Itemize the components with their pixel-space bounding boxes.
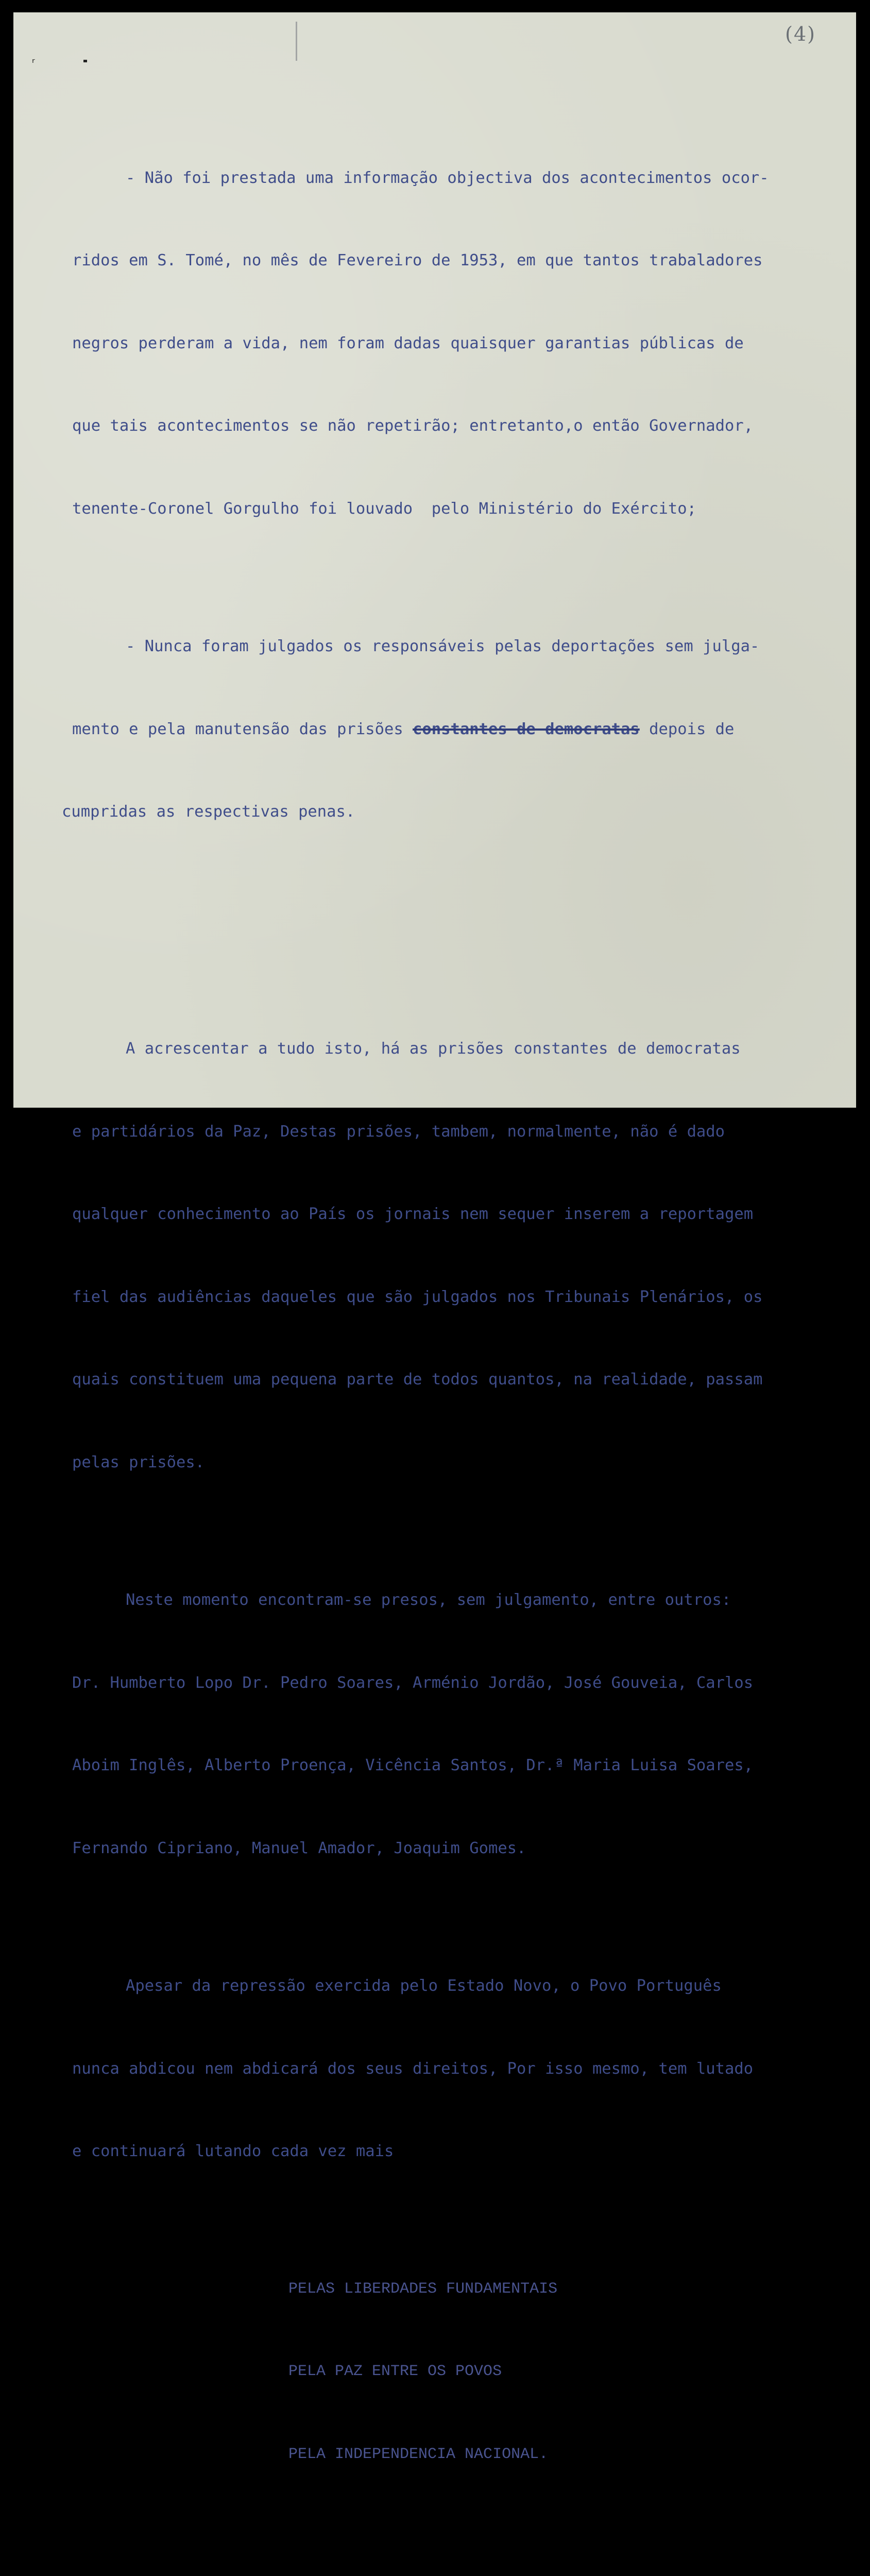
paragraph-gap — [72, 908, 845, 925]
text-line: e partidários da Paz, Destas prisões, tambem, normalmente, não é dado — [72, 1122, 725, 1141]
text-segment: depois de — [639, 720, 735, 738]
text-line: - Não foi prestada uma informação objectiva dos acontecimentos ocor- — [126, 168, 769, 187]
margin-dot — [83, 60, 87, 62]
text-line: fiel das audiências daqueles que são julgados nos Tribunais Plenários, os — [72, 1287, 763, 1306]
text-line: Neste momento encontram-se presos, sem julgamento, entre outros: — [126, 1591, 731, 1609]
text-line: negros perderam a vida, nem foram dadas quaisquer garantias públicas de — [72, 334, 744, 352]
text-segment: mento e pela manutensão das prisões — [72, 720, 413, 738]
text-line: quais constituem uma pequena parte de todos quantos, na realidade, passam — [72, 1370, 763, 1388]
text-line: tenente-Coronel Gorgulho foi louvado pelo Ministério do Exército; — [72, 499, 696, 518]
margin-mark: ʳ — [32, 57, 35, 70]
text-line: A acrescentar a tudo isto, há as prisões constantes de democratas — [126, 1040, 741, 1058]
slogan-line: PELAS LIBERDADES FUNDAMENTAIS — [288, 2280, 558, 2298]
text-line: nunca abdicou nem abdicará dos seus direitos, Por isso mesmo, tem lutado — [72, 2059, 754, 2078]
text-line: Fernando Cipriano, Manuel Amador, Joaquim Gomes. — [72, 1839, 526, 1857]
text-line: Aboim Inglês, Alberto Proença, Vicência Santos, Dr.ª Maria Luisa Soares, — [72, 1756, 754, 1774]
text-line: pelas prisões. — [72, 1453, 205, 1471]
ink-stroke-mark — [296, 22, 297, 61]
slogan-line: PELA INDEPENDENCIA NACIONAL. — [288, 2445, 549, 2463]
text-line: Dr. Humberto Lopo Dr. Pedro Soares, Arménio Jordão, José Gouveia, Carlos — [72, 1673, 754, 1692]
struck-out-text: constantes de democratas — [413, 720, 640, 738]
page-number: (4) — [785, 23, 816, 45]
text-line: que tais acontecimentos se não repetirão; entretanto,o então Governador, — [72, 417, 754, 435]
text-line: qualquer conhecimento ao País os jornais nem sequer inserem a reportagem — [72, 1205, 754, 1223]
typed-text-body — [62, 81, 845, 2576]
paragraph-gap — [72, 2551, 845, 2567]
text-line: e continuará lutando cada vez mais — [72, 2142, 394, 2160]
text-line-with-strikeout — [72, 716, 845, 743]
text-line: cumpridas as respectivas penas. — [62, 803, 355, 821]
text-line: - Nunca foram julgados os responsáveis pelas deportações sem julga- — [126, 637, 760, 655]
slogan-line: PELA PAZ ENTRE OS POVOS — [288, 2363, 502, 2380]
text-line: Apesar da repressão exercida pelo Estado Novo, o Povo Português — [126, 1977, 722, 1995]
text-line: ridos em S. Tomé, no mês de Fevereiro de 1953, em que tantos trabaladores — [72, 251, 763, 269]
